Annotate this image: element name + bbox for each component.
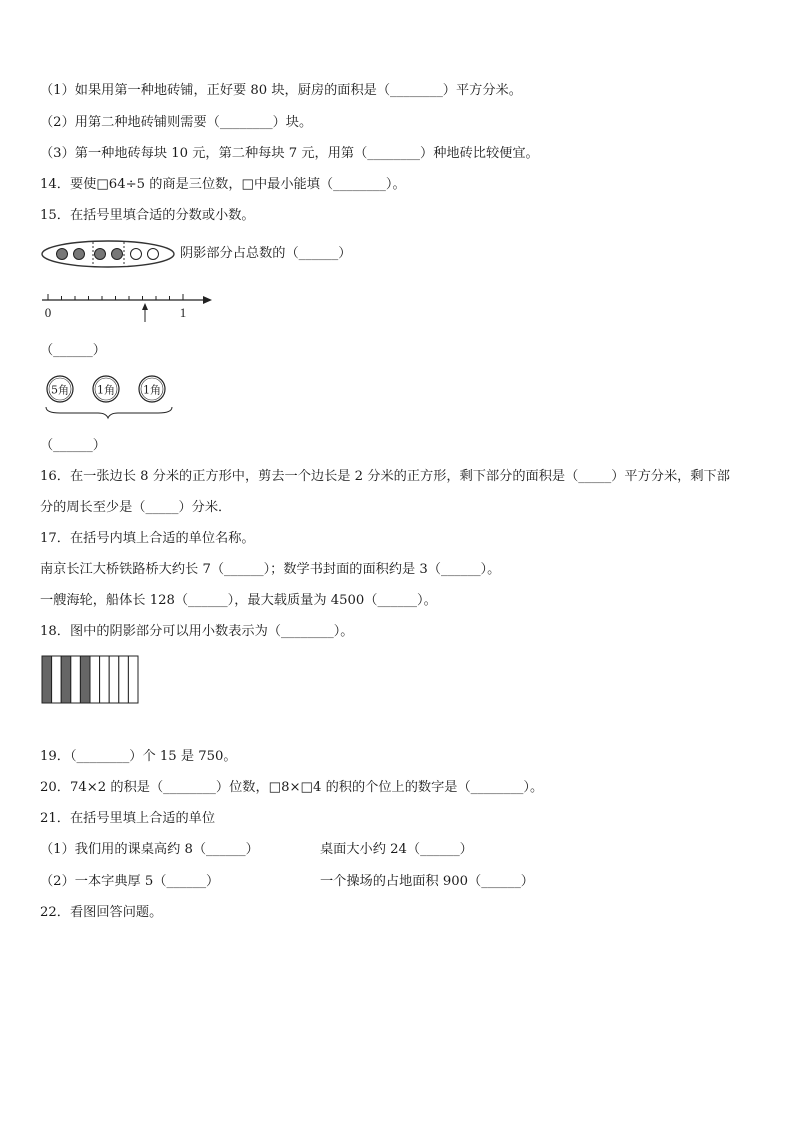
question-13-part-2: （2）用第二种地砖铺则需要（________）块。: [40, 115, 313, 130]
question-15: 15．在括号里填合适的分数或小数。: [40, 208, 255, 223]
question-17-line-2: 一艘海轮，船体长 128（______），最大载质量为 4500（______）。: [40, 593, 437, 608]
question-19: 19．（________）个 15 是 750。: [40, 749, 237, 764]
question-18: 18．图中的阴影部分可以用小数表示为（________）。: [40, 624, 354, 639]
question-15-coins-blank: （______）: [40, 438, 106, 453]
question-15-number-line-blank: （______）: [40, 343, 106, 358]
question-13-part-1: （1）如果用第一种地砖铺，正好要 80 块，厨房的面积是（________）平方分米。: [40, 83, 522, 98]
coin-5-jiao-label: 5角: [51, 383, 69, 397]
number-line-label-1: 1: [179, 305, 187, 320]
shaded-circles-figure: [40, 238, 180, 270]
question-22: 22．看图回答问题。: [40, 905, 163, 920]
question-16-line-1: 16．在一张边长 8 分米的正方形中，剪去一个边长是 2 分米的正方形，剩下部分的面积是（_____）平方分米，剩下部: [40, 469, 730, 484]
question-15-circles-blank: 阴影部分占总数的（______）: [180, 246, 352, 261]
question-20: 20．74×2 的积是（________）位数，□8×□4 的积的个位上的数字是（________）。: [40, 780, 544, 795]
question-21: 21．在括号里填上合适的单位: [40, 811, 216, 826]
coin-1-jiao-label: 1角: [97, 383, 115, 397]
question-21-part-1-desk-height: （1）我们用的课桌高约 8（______）: [40, 842, 259, 857]
coin-1-jiao-label: 1角: [143, 383, 161, 397]
shaded-bars-figure: [41, 655, 141, 705]
brace-icon: [46, 407, 172, 418]
question-17: 17．在括号内填上合适的单位名称。: [40, 531, 255, 546]
coins-figure: [40, 374, 180, 420]
question-21-part-2-dictionary: （2）一本字典厚 5（______）: [40, 874, 220, 889]
question-13-part-3: （3）第一种地砖每块 10 元，第二种每块 7 元，用第（________）种地砖比较便宜。: [40, 146, 539, 161]
question-21-part-1-desk-area: 桌面大小约 24（______）: [320, 842, 473, 857]
number-line-figure: [40, 285, 220, 325]
question-16-line-2: 分的周长至少是（_____）分米．: [40, 500, 232, 515]
question-17-line-1: 南京长江大桥铁路桥大约长 7（______）；数学书封面的面积约是 3（______）。: [40, 562, 501, 577]
number-line-label-0: 0: [44, 305, 52, 320]
question-21-part-2-playground: 一个操场的占地面积 900（______）: [320, 874, 534, 889]
question-14: 14．要使□64÷5 的商是三位数，□中最小能填（________）。: [40, 177, 406, 192]
